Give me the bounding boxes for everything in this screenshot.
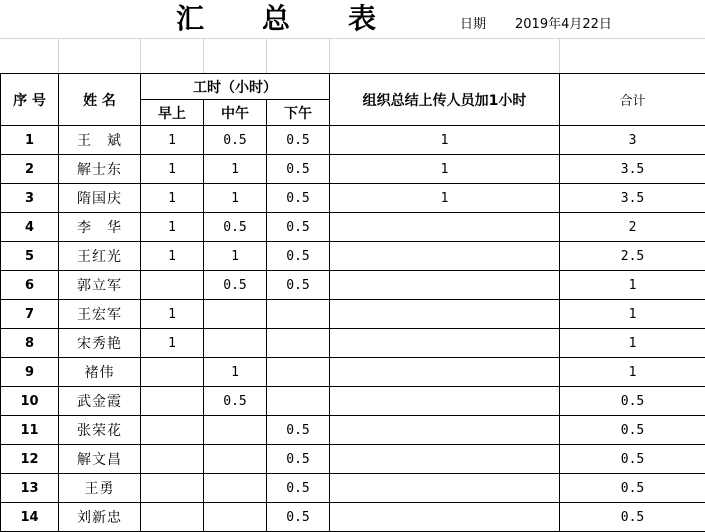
row-name[interactable]: 王勇	[59, 474, 141, 503]
row-name[interactable]: 解文昌	[59, 445, 141, 474]
row-seq[interactable]: 7	[1, 300, 59, 329]
row-afternoon[interactable]	[267, 300, 330, 329]
row-bonus[interactable]: 1	[330, 126, 560, 155]
row-morning[interactable]: 1	[141, 213, 204, 242]
title-char-1: 汇	[176, 2, 204, 36]
row-seq[interactable]: 8	[1, 329, 59, 358]
row-name[interactable]: 武金霞	[59, 387, 141, 416]
row-bonus[interactable]	[330, 242, 560, 271]
row-name[interactable]: 李 华	[59, 213, 141, 242]
table-row	[1, 358, 705, 387]
row-seq[interactable]: 13	[1, 474, 59, 503]
row-noon[interactable]: 1	[204, 242, 267, 271]
table-row	[1, 445, 705, 474]
title-char-3: 表	[348, 2, 376, 36]
summary-table	[0, 73, 705, 532]
row-seq[interactable]: 5	[1, 242, 59, 271]
row-total[interactable]: 1	[560, 271, 705, 300]
row-noon[interactable]: 1	[204, 155, 267, 184]
row-noon[interactable]: 1	[204, 184, 267, 213]
row-total[interactable]: 0.5	[560, 387, 705, 416]
table-row	[1, 387, 705, 416]
row-name[interactable]: 郭立军	[59, 271, 141, 300]
row-noon[interactable]	[204, 503, 267, 532]
row-afternoon[interactable]: 0.5	[267, 126, 330, 155]
row-total[interactable]: 0.5	[560, 416, 705, 445]
row-morning[interactable]	[141, 474, 204, 503]
row-morning[interactable]: 1	[141, 155, 204, 184]
gridline	[203, 38, 204, 73]
header-work-hours: 工时（小时）	[141, 74, 330, 100]
row-name[interactable]: 隋国庆	[59, 184, 141, 213]
title-band	[0, 0, 705, 38]
row-afternoon[interactable]: 0.5	[267, 503, 330, 532]
gridline	[559, 38, 560, 73]
table-row	[1, 503, 705, 532]
row-total[interactable]: 2	[560, 213, 705, 242]
row-noon[interactable]: 0.5	[204, 126, 267, 155]
table-row	[1, 213, 705, 242]
title-char-2: 总	[262, 2, 290, 36]
row-total[interactable]: 0.5	[560, 474, 705, 503]
table-row	[1, 300, 705, 329]
row-seq[interactable]: 9	[1, 358, 59, 387]
header-bonus: 组织总结上传人员加1小时	[330, 74, 560, 126]
row-seq[interactable]: 12	[1, 445, 59, 474]
row-morning[interactable]: 1	[141, 329, 204, 358]
row-noon[interactable]	[204, 474, 267, 503]
row-total[interactable]: 1	[560, 358, 705, 387]
row-bonus[interactable]	[330, 416, 560, 445]
row-name[interactable]: 王 斌	[59, 126, 141, 155]
row-bonus[interactable]	[330, 474, 560, 503]
row-noon[interactable]: 1	[204, 358, 267, 387]
header-morning: 早上	[141, 100, 204, 126]
row-afternoon[interactable]	[267, 387, 330, 416]
row-seq[interactable]: 2	[1, 155, 59, 184]
table-row	[1, 242, 705, 271]
row-total[interactable]: 2.5	[560, 242, 705, 271]
gridline	[329, 38, 330, 73]
row-seq[interactable]: 1	[1, 126, 59, 155]
gridline	[140, 38, 141, 73]
row-seq[interactable]: 3	[1, 184, 59, 213]
row-name[interactable]: 王红光	[59, 242, 141, 271]
row-seq[interactable]: 11	[1, 416, 59, 445]
table-row	[1, 184, 705, 213]
row-afternoon[interactable]: 0.5	[267, 184, 330, 213]
row-morning[interactable]: 1	[141, 300, 204, 329]
row-total[interactable]: 3.5	[560, 184, 705, 213]
row-seq[interactable]: 14	[1, 503, 59, 532]
row-bonus[interactable]: 1	[330, 155, 560, 184]
table-row	[1, 126, 705, 155]
row-total[interactable]: 0.5	[560, 503, 705, 532]
row-afternoon[interactable]: 0.5	[267, 155, 330, 184]
row-afternoon[interactable]: 0.5	[267, 213, 330, 242]
row-noon[interactable]	[204, 300, 267, 329]
gridline	[0, 38, 705, 39]
row-bonus[interactable]	[330, 213, 560, 242]
date-label: 日期	[460, 16, 486, 34]
date-value: 2019年4月22日	[515, 16, 612, 34]
row-noon[interactable]: 0.5	[204, 387, 267, 416]
blank-row	[0, 38, 705, 73]
table-row	[1, 271, 705, 300]
row-morning[interactable]	[141, 503, 204, 532]
table-row	[1, 474, 705, 503]
row-morning[interactable]: 1	[141, 242, 204, 271]
table-row	[1, 416, 705, 445]
row-morning[interactable]	[141, 416, 204, 445]
row-bonus[interactable]	[330, 445, 560, 474]
row-bonus[interactable]	[330, 358, 560, 387]
row-noon[interactable]: 0.5	[204, 213, 267, 242]
row-bonus[interactable]	[330, 387, 560, 416]
row-afternoon[interactable]	[267, 358, 330, 387]
row-total[interactable]: 0.5	[560, 445, 705, 474]
row-morning[interactable]	[141, 387, 204, 416]
header-name: 姓 名	[59, 74, 141, 126]
row-noon[interactable]: 0.5	[204, 271, 267, 300]
table-row	[1, 329, 705, 358]
header-row-1	[1, 74, 705, 100]
row-noon[interactable]	[204, 329, 267, 358]
row-total[interactable]: 3	[560, 126, 705, 155]
header-noon: 中午	[204, 100, 267, 126]
gridline	[266, 38, 267, 73]
table-row	[1, 155, 705, 184]
row-afternoon[interactable]: 0.5	[267, 242, 330, 271]
gridline	[58, 38, 59, 73]
row-bonus[interactable]	[330, 503, 560, 532]
row-total[interactable]: 1	[560, 300, 705, 329]
row-seq[interactable]: 6	[1, 271, 59, 300]
row-seq[interactable]: 4	[1, 213, 59, 242]
row-bonus[interactable]: 1	[330, 184, 560, 213]
row-noon[interactable]	[204, 416, 267, 445]
row-name[interactable]: 宋秀艳	[59, 329, 141, 358]
row-total[interactable]: 1	[560, 329, 705, 358]
row-morning[interactable]	[141, 271, 204, 300]
header-total: 合计	[560, 74, 705, 126]
row-bonus[interactable]	[330, 329, 560, 358]
row-name[interactable]: 刘新忠	[59, 503, 141, 532]
row-afternoon[interactable]	[267, 329, 330, 358]
row-name[interactable]: 张荣花	[59, 416, 141, 445]
row-morning[interactable]: 1	[141, 184, 204, 213]
row-bonus[interactable]	[330, 300, 560, 329]
row-afternoon[interactable]: 0.5	[267, 474, 330, 503]
row-seq[interactable]: 10	[1, 387, 59, 416]
header-afternoon: 下午	[267, 100, 330, 126]
row-morning[interactable]: 1	[141, 126, 204, 155]
row-morning[interactable]	[141, 445, 204, 474]
row-morning[interactable]	[141, 358, 204, 387]
row-bonus[interactable]	[330, 271, 560, 300]
row-afternoon[interactable]: 0.5	[267, 416, 330, 445]
row-total[interactable]: 3.5	[560, 155, 705, 184]
row-name[interactable]: 王宏军	[59, 300, 141, 329]
row-afternoon[interactable]: 0.5	[267, 445, 330, 474]
row-name[interactable]: 解士东	[59, 155, 141, 184]
row-name[interactable]: 褚伟	[59, 358, 141, 387]
row-noon[interactable]	[204, 445, 267, 474]
row-afternoon[interactable]: 0.5	[267, 271, 330, 300]
header-seq: 序 号	[1, 74, 59, 126]
